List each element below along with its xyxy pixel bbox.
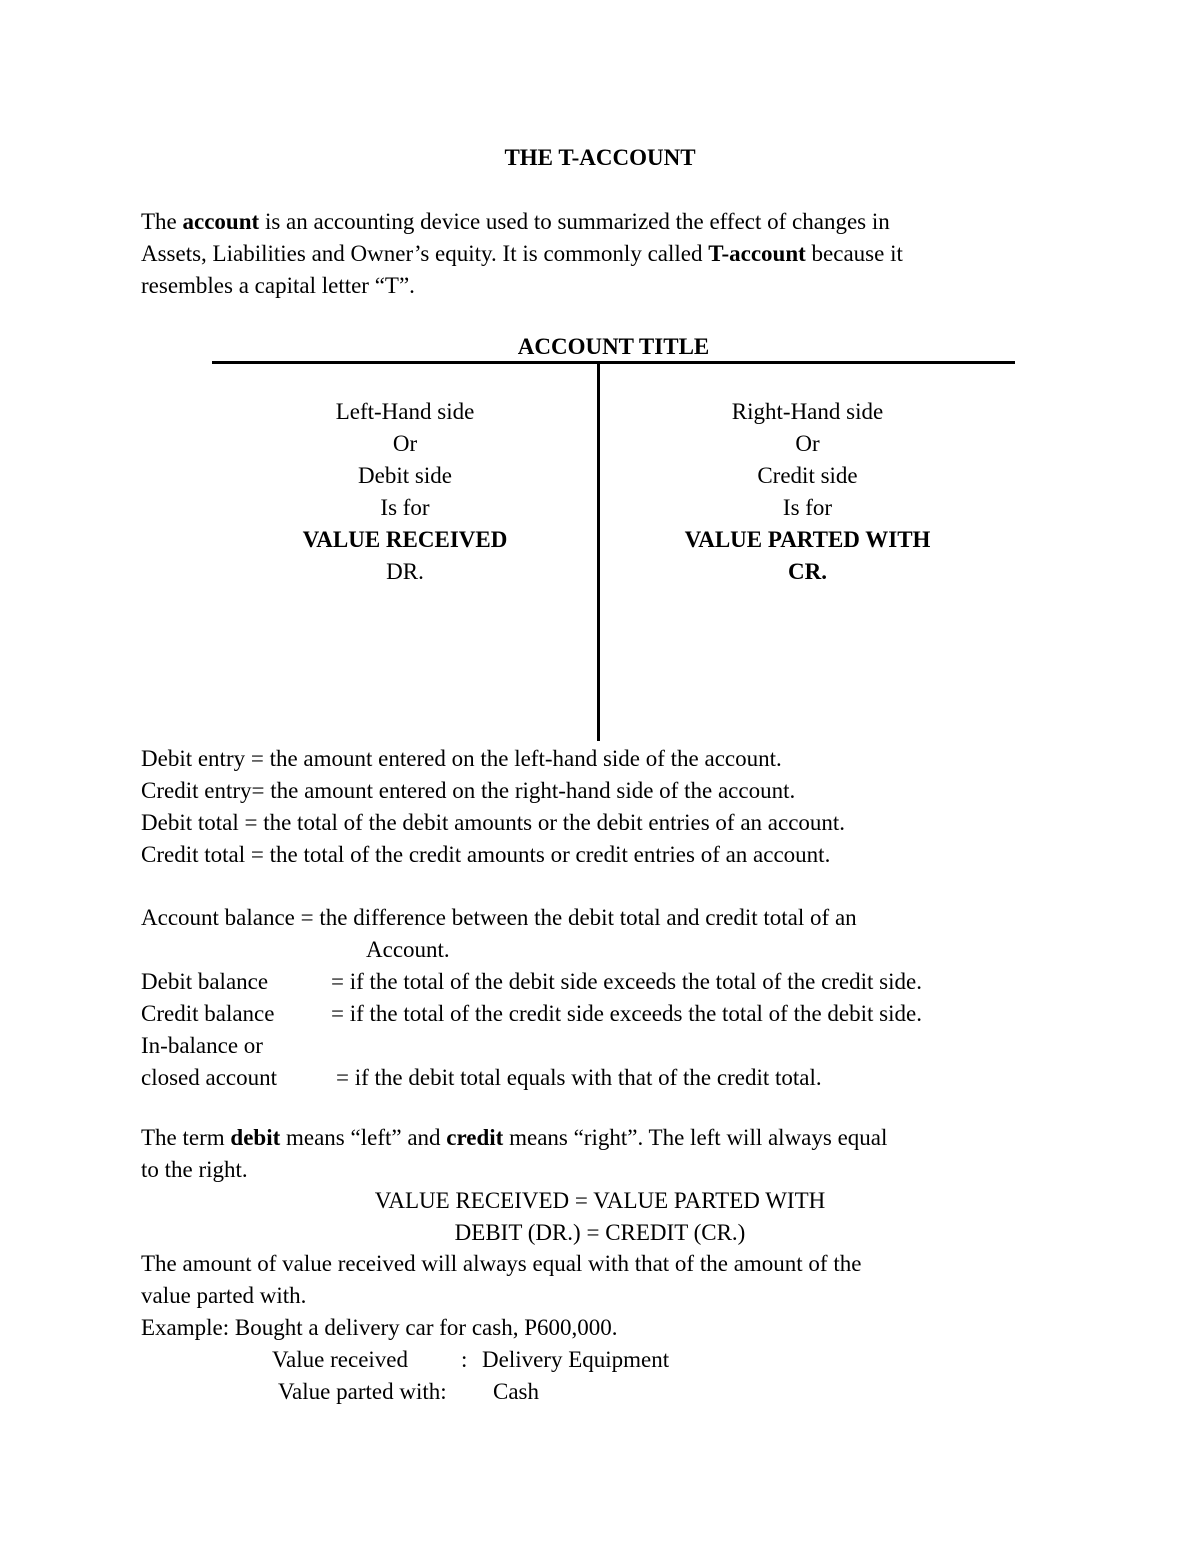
- definition-debit-entry: Debit entry = the amount entered on the left-hand side of the account.: [141, 746, 782, 771]
- credit-side-line: Is for: [782, 495, 833, 520]
- t-account-debit-side: [250, 396, 560, 588]
- t-account-credit-side: [640, 396, 975, 588]
- credit-balance-label: Credit balance: [141, 1001, 275, 1026]
- example-line-3: Example: Bought a delivery car for cash, P600,000.: [141, 1315, 618, 1340]
- debit-side-line: Debit side: [358, 463, 452, 488]
- value-received-label-text: Value received: [272, 1347, 409, 1372]
- intro-line-2: Assets, Liabilities and Owner’s equity. It is commonly called T-account because it: [141, 241, 903, 266]
- credit-balance-definition: = if the total of the credit side exceeds the total of the debit side.: [331, 1001, 922, 1026]
- inbalance-row: [141, 1062, 857, 1094]
- example-value-received-row: [141, 1344, 861, 1376]
- debit-balance-row: [141, 966, 922, 998]
- page-title: THE T-ACCOUNT: [504, 145, 696, 170]
- cr-label: CR.: [788, 559, 827, 584]
- example-line-1: The amount of value received will always equal with that of the amount of the: [141, 1251, 862, 1276]
- debit-balance-definition: = if the total of the debit side exceeds the total of the credit side.: [331, 969, 922, 994]
- credit-side-line: Credit side: [757, 463, 858, 488]
- intro-line-3: resembles a capital letter “T”.: [141, 273, 415, 298]
- credit-balance-row: [141, 998, 922, 1030]
- debit-side-line: Is for: [380, 495, 430, 520]
- account-title-label: ACCOUNT TITLE: [517, 334, 710, 359]
- inbalance-definition: = if the debit total equals with that of the credit total.: [336, 1065, 822, 1090]
- example-line-2: value parted with.: [141, 1283, 307, 1308]
- term-line-1: The term debit means “left” and credit means “right”. The left will always equal: [141, 1125, 888, 1150]
- account-balance-continuation: Account.: [366, 937, 450, 962]
- debit-credit-equation: DEBIT (DR.) = CREDIT (CR.): [454, 1220, 746, 1245]
- t-account-horizontal-bar: [212, 361, 1015, 364]
- inbalance-label-line-2: closed account: [141, 1065, 278, 1090]
- definition-credit-total: Credit total = the total of the credit amounts or credit entries of an account.: [141, 842, 831, 867]
- debit-credit-term-paragraph: [141, 1122, 887, 1186]
- balance-definitions: [141, 902, 922, 1094]
- entry-definitions: [141, 743, 845, 871]
- value-parted-with-label: VALUE PARTED WITH: [684, 527, 931, 552]
- value-parted-label-text: Value parted with:: [278, 1379, 447, 1404]
- value-received-separator: :: [461, 1347, 468, 1372]
- intro-paragraph: [141, 206, 903, 302]
- credit-side-line: Right-Hand side: [731, 399, 884, 424]
- debit-side-line: Or: [392, 431, 418, 456]
- t-account-vertical-bar: [597, 364, 600, 741]
- example-section: [141, 1248, 861, 1408]
- value-received-label: VALUE RECEIVED: [302, 527, 508, 552]
- value-parted-value: Cash: [493, 1379, 539, 1404]
- value-equation: VALUE RECEIVED = VALUE PARTED WITH: [374, 1188, 826, 1213]
- account-balance-definition: Account balance = the difference between the debit total and credit total of an: [141, 905, 857, 930]
- value-received-value: Delivery Equipment: [482, 1347, 670, 1372]
- intro-line-1: The account is an accounting device used to summarized the effect of changes in: [141, 209, 890, 234]
- inbalance-label-line-1: In-balance or: [141, 1033, 263, 1058]
- definition-credit-entry: Credit entry= the amount entered on the right-hand side of the account.: [141, 778, 796, 803]
- credit-side-line: Or: [795, 431, 820, 456]
- term-line-2: to the right.: [141, 1157, 248, 1182]
- example-value-parted-row: [141, 1376, 861, 1408]
- definition-debit-total: Debit total = the total of the debit amounts or the debit entries of an account.: [141, 810, 846, 835]
- dr-label: DR.: [386, 559, 424, 584]
- debit-side-line: Left-Hand side: [335, 399, 475, 424]
- debit-balance-label: Debit balance: [141, 969, 269, 994]
